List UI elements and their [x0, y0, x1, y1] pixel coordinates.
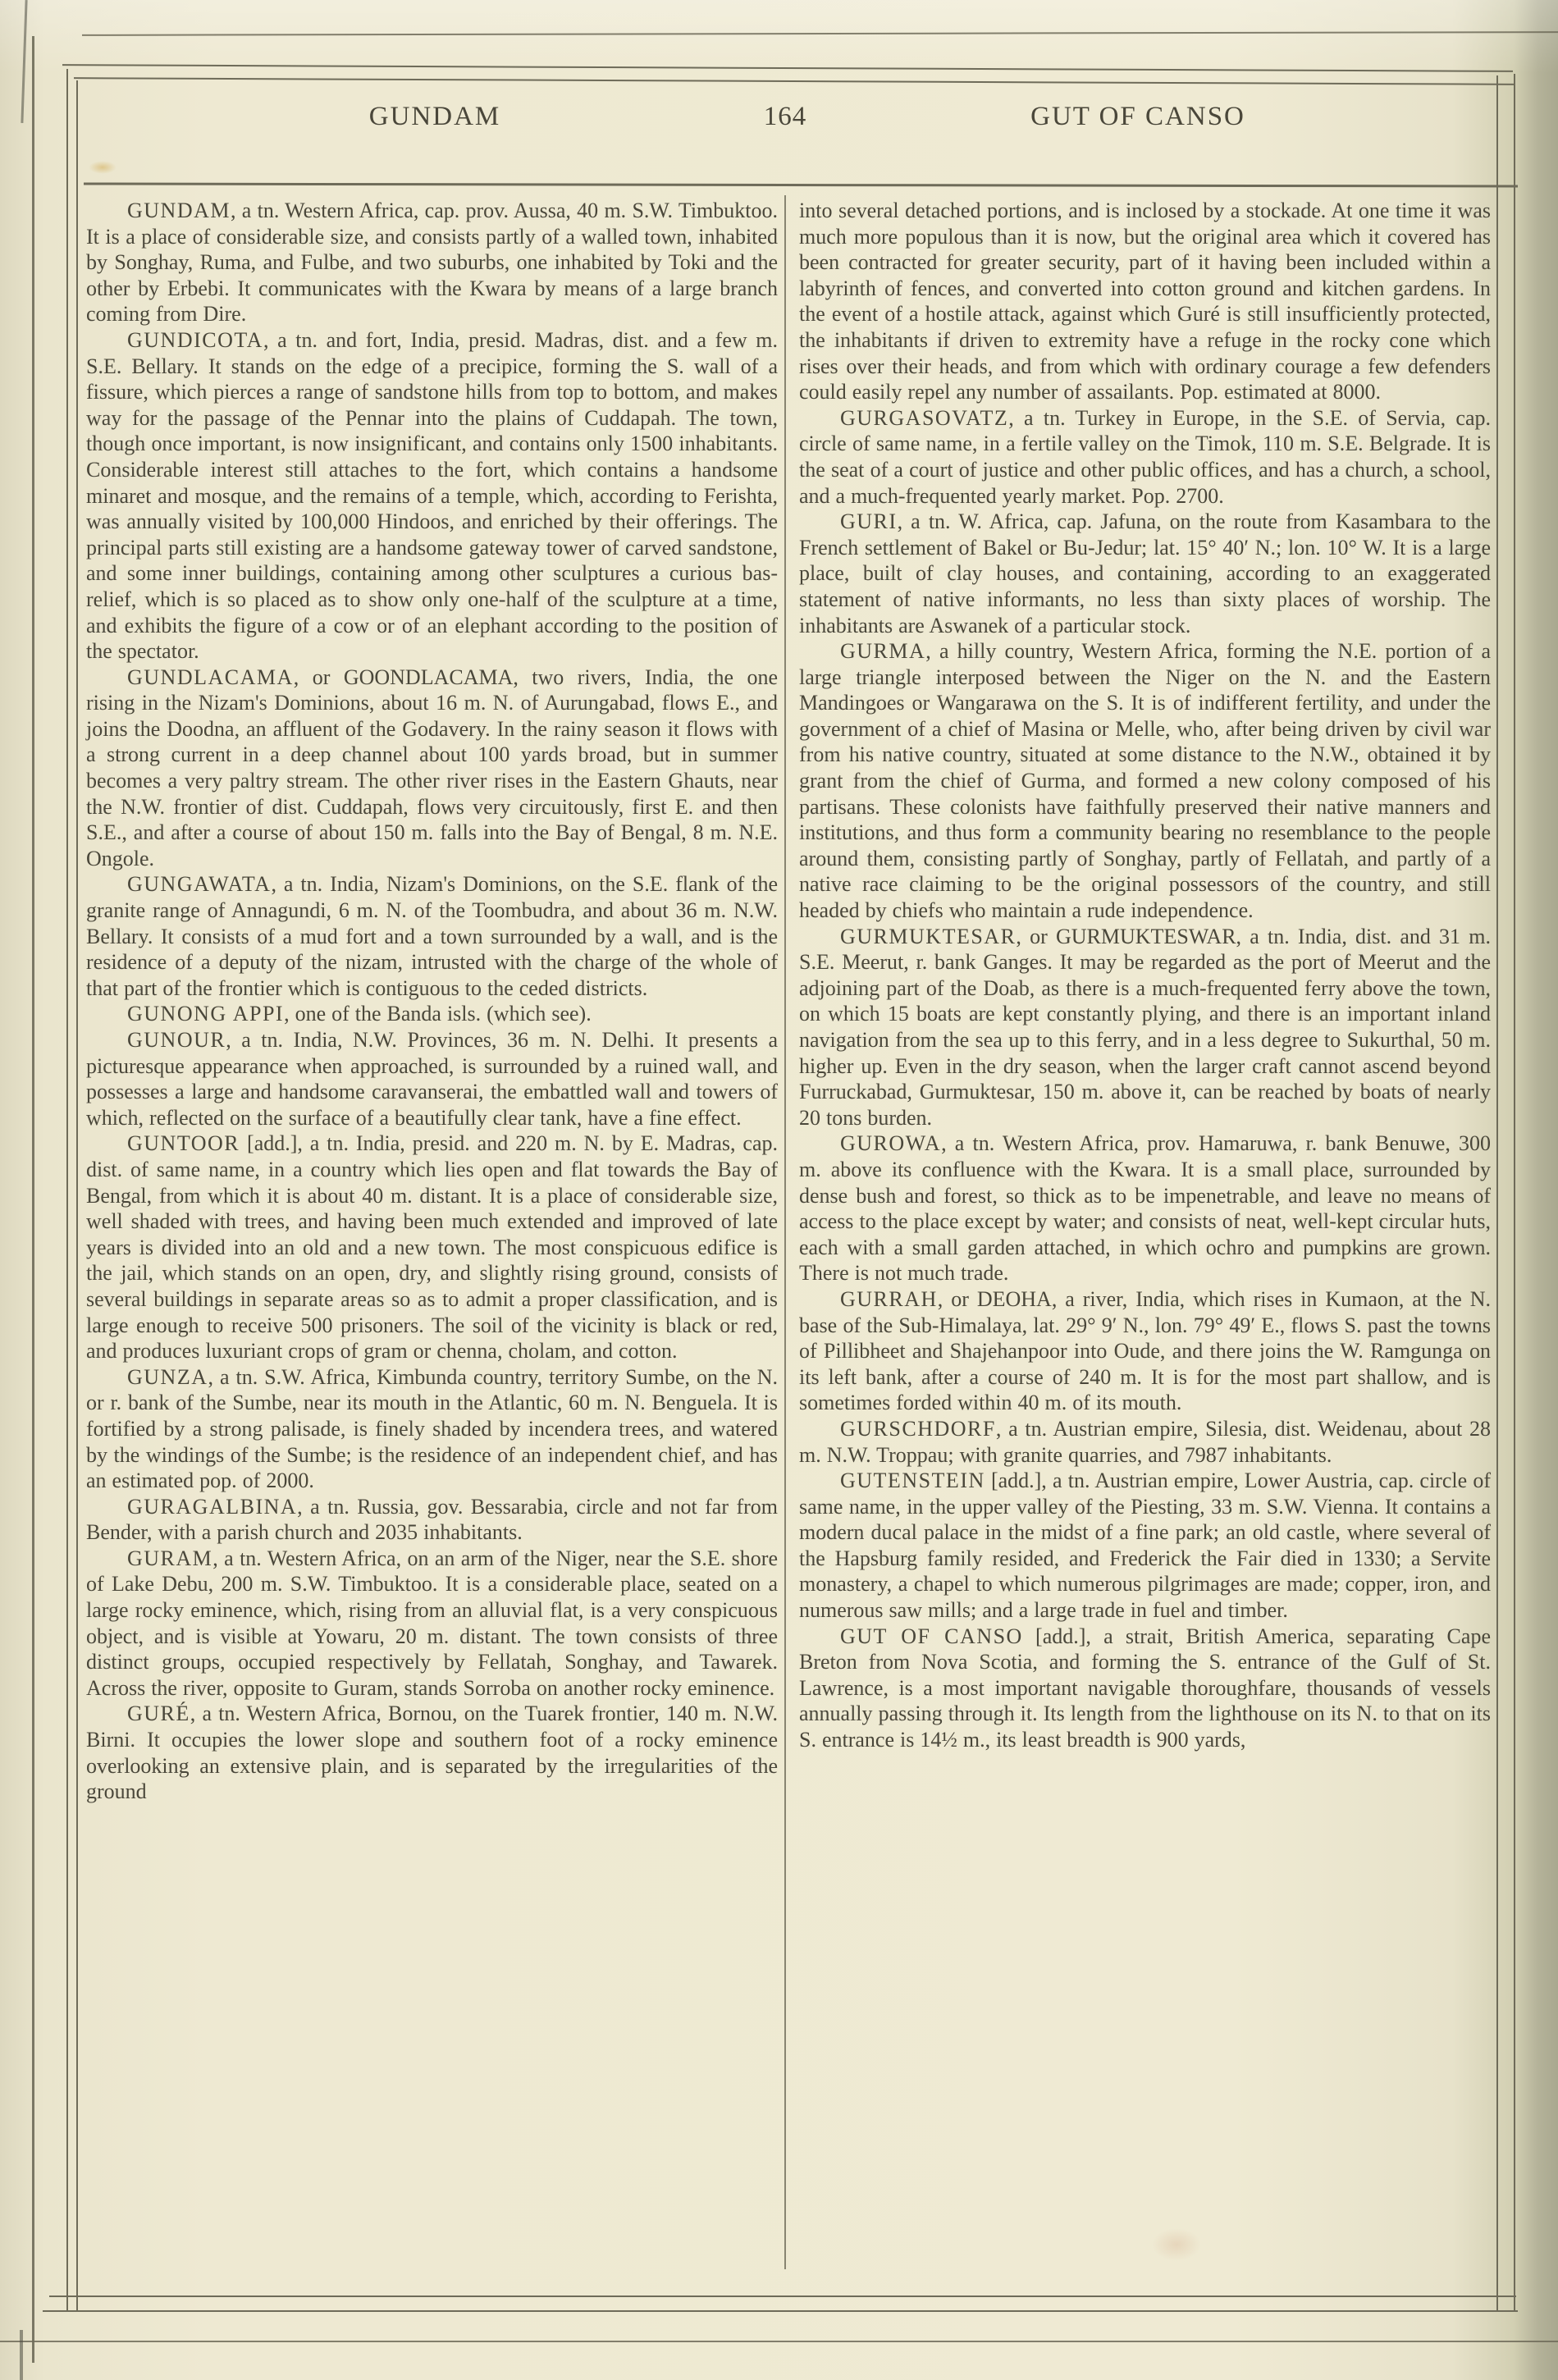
entry-headword: GURRAH	[840, 1286, 938, 1311]
entry-headword: GURAGALBINA	[127, 1494, 298, 1519]
text-column-left	[86, 198, 778, 1805]
entry-body: , a tn. Western Africa, on an arm of the Niger, near the S.E. shore of Lake Debu, 200 m. S.W. Timbuktoo. It is a considerable place, seated on a large rocky eminence, which, rising from an alluvial flat, is a very conspicuous object, and is visible at Yowaru, 20 m. distant. The town consists of three distinct groups, occupied respectively by Fellatah, Songhay, and Tawarek. Across the river, opposite to Guram, stands Sorroba on another rocky eminence.	[86, 1546, 778, 1700]
entry-body: , a tn. India, Nizam's Dominions, on the S.E. flank of the granite range of Annagundi, 6 m. N. of the Toombudra, and about 36 m. N.W. Bellary. It consists of a mud fort and a town surrounded by a wall, and is the residence of a deputy of the nizam, intrusted with the charge of the whole of that part of the frontier which is contiguous to the ceded districts.	[86, 872, 778, 1000]
entry-headword: GUNZA	[127, 1364, 208, 1389]
entry-body: , or DEOHA, a river, India, which rises in Kumaon, at the N. base of the Sub-Himalaya, lat. 29° 9′ N., lon. 79° 49′ E., flows S. past the towns of Pillibheet and Shajehanpoor into Oude, and there joins the W. Ramgunga on its left bank, after a course of 240 m. It is for the most part shallow, and is sometimes forded within 40 m. of its mouth.	[799, 1286, 1491, 1415]
page-frame-inner-right-2	[1514, 74, 1515, 2312]
running-head-right-title: GUT OF CANSO	[1030, 102, 1245, 131]
gazetteer-entry	[86, 327, 778, 665]
entry-headword: GUNDAM	[127, 199, 231, 222]
page-frame-inner-top-1	[62, 64, 1513, 72]
gazetteer-entry	[86, 1546, 778, 1702]
entry-headword: GUNONG APPI	[127, 1002, 285, 1026]
entry-headword: GUNOUR	[127, 1028, 226, 1052]
entry-headword: GUT OF CANSO	[840, 1624, 1023, 1648]
entry-body: , a tn. Turkey in Europe, in the S.E. of Servia, cap. circle of same name, in a fertile valley on the Timok, 110 m. S.E. Belgrade. It is the seat of a court of justice and other public offices, and has a church, a school, and a much-frequented yearly market. Pop. 2700.	[799, 405, 1491, 508]
entry-body: [add.], a tn. Austrian empire, Lower Austria, cap. circle of same name, in the upper valley of the Piesting, 33 m. S.W. Vienna. It contains a modern ducal palace in the midst of a fine park; an old castle, where several of the Hapsburg family resided, and Frederick the Fair died in 1330; a Servite monastery, a chapel to which numerous pilgrimages are made; copper, iron, and numerous saw mills; and a large trade in fuel and timber.	[799, 1469, 1491, 1623]
paper-stain	[89, 161, 117, 174]
entry-body: , a tn. and fort, India, presid. Madras, dist. and a few m. S.E. Bellary. It stands on the edge of a precipice, forming the S. wall of a fissure, which pierces a range of sandstone hills from top to bottom, and makes way for the passage of the Pennar into the plains of Cuddapah. The town, though once important, is now insignificant, and contains only 1500 inhabitants. Considerable interest still attaches to the fort, which contains a handsome minaret and mosque, and the remains of a temple, which, according to Ferishta, was annually visited by 100,000 Hindoos, and enriched by their offerings. The principal parts still existing are a handsome gateway tower of carved sandstone, and some inner buildings, containing among other sculptures a curious bas-relief, which is so placed as to show only one-half of the sculpture at a time, and exhibits the figure of a cow or of an elephant according to the position of the spectator.	[86, 327, 778, 664]
entry-headword: GURGASOVATZ	[840, 405, 1009, 430]
gazetteer-entry	[799, 1468, 1491, 1624]
entry-body: into several detached portions, and is inclosed by a stockade. At one time it was much more populous than it is now, but the original area which it covered has been contracted for greater security, part of it having been included within a labyrinth of fences, and converted into cotton ground and kitchen gardens. In the event of a hostile attack, against which Guré is still insufficiently protected, the inhabitants if driven to extremity have a refuge in the rocky cone which rises over their heads, and from which with ordinary courage a few defenders could easily repel any number of assailants. Pop. estimated at 8000.	[799, 199, 1491, 404]
gazetteer-entry	[86, 665, 778, 872]
entry-headword: GUROWA	[840, 1131, 942, 1156]
paper-stain	[1152, 2228, 1201, 2261]
page-frame-inner-left-1	[66, 69, 68, 2310]
gazetteer-entry	[799, 638, 1491, 924]
gazetteer-entry	[799, 405, 1491, 509]
header-rule	[84, 182, 1518, 187]
entry-body: [add.], a tn. India, presid. and 220 m. N. by E. Madras, cap. dist. of same name, in a country which lies open and flat towards the Bay of Bengal, from which it is about 40 m. distant. It is a place of considerable size, well shaded with trees, and having been much extended and improved of late years is divided into an old and a new town. The most conspicuous edifice is the jail, which stands on an open, dry, and slightly rising ground, consists of several buildings in separate areas so as to admit a proper classification, and is large enough to receive 500 prisoners. The soil of the vicinity is black or red, and produces luxuriant crops of gram or chenna, cholam, and cotton.	[86, 1131, 778, 1364]
gazetteer-entry	[86, 1027, 778, 1131]
page-frame-outer-left	[32, 36, 34, 2363]
entry-headword: GURAM	[127, 1546, 213, 1570]
page-frame-outer-bottom	[0, 2341, 1558, 2342]
scan-edge-mark	[21, 0, 27, 123]
entry-body: , a tn. Western Africa, cap. prov. Aussa, 40 m. S.W. Timbuktoo. It is a place of considerable size, and consists partly of a walled town, inhabited by Songhay, Ruma, and Fulbe, and two suburbs, one inhabited by Toki and the other by Erbebi. It communicates with the Kwara by means of a large branch coming from Dire.	[86, 199, 778, 327]
entry-body: , a tn. Western Africa, prov. Hamaruwa, r. bank Benuwe, 300 m. above its confluence with the Kwara. It is a small place, surrounded by dense bush and forest, so thick as to be impenetrable, and leave no means of access to the place except by water; and consists of neat, well-kept circular huts, each with a small garden attached, in which ochro and pumpkins are grown. There is not much trade.	[799, 1131, 1491, 1286]
entry-body: , a tn. Russia, gov. Bessarabia, circle and not far from Bender, with a parish church and 2035 inhabitants.	[86, 1494, 778, 1545]
entry-headword: GURMA	[840, 639, 926, 664]
entry-headword: GURI	[840, 509, 898, 534]
entry-headword: GUTENSTEIN	[840, 1469, 985, 1493]
entry-body: , a tn. Austrian empire, Silesia, dist. Weidenau, about 28 m. N.W. Troppau; with granite quarries, and 7987 inhabitants.	[799, 1416, 1491, 1467]
entry-headword: GUNDICOTA	[127, 327, 263, 352]
gazetteer-entry	[799, 198, 1491, 405]
entry-body: , or GOONDLACAMA, two rivers, India, the one rising in the Nizam's Dominions, about 16 m. N. of Aurungabad, flows E., and joins the Doodna, an affluent of the Godavery. In the rainy season it flows with a strong current in a deep channel about 100 yards broad, but in summer becomes a very paltry stream. The other river rises in the Eastern Ghauts, near the N.W. frontier of dist. Cuddapah, flows very circuitously, first E. and then S.E., and after a course of about 150 m. falls into the Bay of Bengal, 8 m. N.E. Ongole.	[86, 665, 778, 870]
text-column-right	[799, 198, 1491, 1753]
entry-body: , one of the Banda isls. (which see).	[284, 1002, 592, 1026]
page-frame-inner-bottom-2	[43, 2310, 1518, 2312]
entry-headword: GURMUKTESAR	[840, 924, 1017, 948]
gazetteer-entry	[799, 1286, 1491, 1416]
gazetteer-entry	[86, 1364, 778, 1494]
gazetteer-entry	[86, 871, 778, 1001]
entry-body: , a tn. W. Africa, cap. Jafuna, on the route from Kasambara to the French settlement of Bakel or Bu-Jedur; lat. 15° 40′ N.; lon. 10° W. It is a large place, built of clay houses, and containing, according to an exaggerated statement of native informants, no less than sixty places of worship. The inhabitants are Aswanek of a particular stock.	[799, 509, 1491, 637]
running-head-left-title: GUNDAM	[368, 102, 501, 131]
gazetteer-entry	[799, 924, 1491, 1131]
entry-body: [add.], a strait, British America, separating Cape Breton from Nova Scotia, and forming the S. entrance of the Gulf of St. Lawrence, is a most important navigable thoroughfare, thousands of vessels annually passing through it. Its length from the lighthouse on its N. to that on its S. entrance is 14½ m., its least breadth is 900 yards,	[799, 1624, 1491, 1752]
page-frame-inner-right-1	[1496, 75, 1498, 2310]
page-frame-inner-left-2	[76, 80, 78, 2310]
gazetteer-entry	[799, 1131, 1491, 1286]
page-frame-inner-bottom-1	[49, 2295, 1516, 2297]
gazetteer-entry	[799, 1624, 1491, 1753]
entry-body: , a tn. Western Africa, Bornou, on the Tuarek frontier, 140 m. N.W. Birni. It occupies the lower slope and southern foot of a rocky eminence overlooking an extensive plain, and is separated by the irregularities of the ground	[86, 1702, 778, 1804]
scan-edge-mark	[20, 2330, 23, 2380]
entry-headword: GURÉ	[127, 1702, 190, 1726]
column-divider-rule	[784, 195, 786, 2269]
gazetteer-entry	[86, 198, 778, 327]
entry-body: , or GURMUKTESWAR, a tn. India, dist. and 31 m. S.E. Meerut, r. bank Ganges. It may be regarded as the port of Meerut and the adjoining part of the Doab, as there is a much-frequented ferry above the town, on which 15 boats are kept constantly plying, and there is an important inland navigation from the sea up to this ferry, and in a less degree to Sukurthal, 50 m. higher up. Even in the dry season, when the larger craft cannot ascend beyond Furruckabad, Gurmuktesar, 150 m. above it, can be reached by boats of nearly 20 tons burden.	[799, 924, 1491, 1130]
gazetteer-entry	[86, 1701, 778, 1804]
page-number: 164	[763, 102, 807, 131]
entry-body: , a hilly country, Western Africa, forming the N.E. portion of a large triangle interposed between the Niger on the N. and the Eastern Mandingoes or Wangarawa on the S. It is of indifferent fertility, and under the government of a chief of Masina or Melle, who, after being driven by civil war from his native country, situated at some distance to the N.W., obtained it by grant from the chief of Gurma, and formed a new colony composed of his partisans. These colonists have faithfully preserved their native manners and institutions, and thus form a community bearing no resemblance to the people around them, consisting partly of Songhay, partly of Fellatah, and partly of a native race claiming to be the original possessors of the country, and still headed by chiefs who maintain a rude independence.	[799, 639, 1491, 923]
page-frame-inner-top-2	[74, 77, 1515, 85]
gazetteer-entry	[86, 1131, 778, 1364]
entry-headword: GURSCHDORF	[840, 1416, 996, 1441]
gazetteer-entry	[799, 1416, 1491, 1468]
gazetteer-entry	[86, 1494, 778, 1546]
entry-headword: GUNDLACAMA	[127, 665, 294, 689]
entry-headword: GUNTOOR	[127, 1131, 240, 1156]
entry-headword: GUNGAWATA	[127, 872, 272, 897]
entry-body: , a tn. India, N.W. Provinces, 36 m. N. Delhi. It presents a picturesque appearance when approached, is surrounded by a ruined wall, and possesses a large and handsome caravanserai, the embattled wall and towers of which, reflected on the surface of a beautifully clear tank, have a fine effect.	[86, 1028, 778, 1130]
gazetteer-entry	[799, 509, 1491, 638]
page-frame-outer-top	[82, 31, 1558, 36]
entry-body: , a tn. S.W. Africa, Kimbunda country, territory Sumbe, on the N. or r. bank of the Sumbe, near its mouth in the Atlantic, 60 m. N. Benguela. It is fortified by a strong palisade, is finely shaded by incendera trees, and watered by the windings of the Sumbe; is the residence of an independent chief, and has an estimated pop. of 2000.	[86, 1364, 778, 1493]
gazetteer-entry	[86, 1001, 778, 1027]
